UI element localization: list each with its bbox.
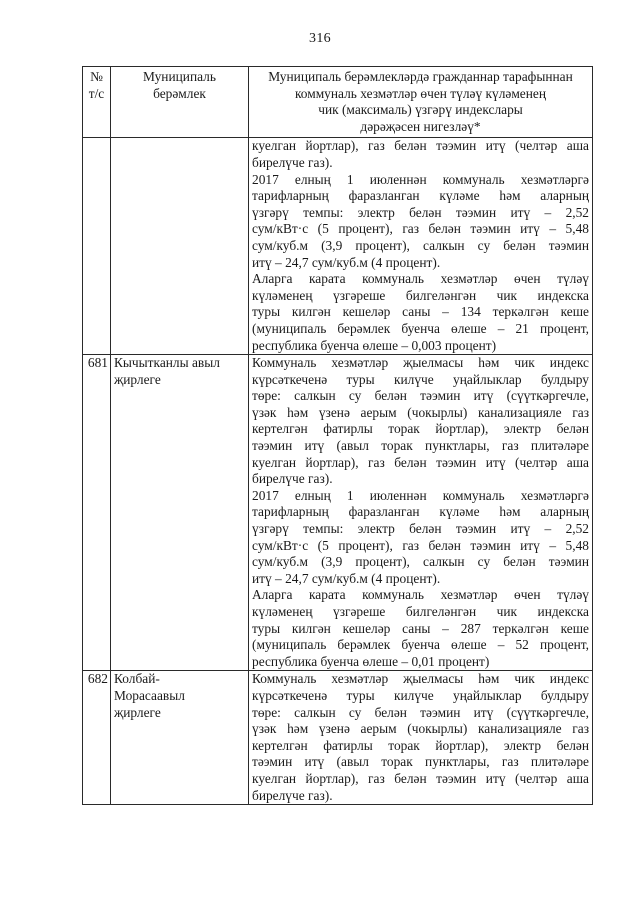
table-row (83, 355, 593, 671)
justification-line: бирелүче газ). (252, 154, 333, 170)
municipality-cell (111, 138, 249, 355)
justification-line: Коммуналь хезмәтләр җыелмасы һәм чик индекс (252, 671, 589, 687)
justification-line: сум/куб.м (3,9 процент), салкын су белән тәэмин (252, 554, 589, 570)
justification-paragraph (252, 488, 589, 588)
justification-line: сум/кВт·с (5 процент), газ белән тәэмин итү – 5,48 (252, 221, 589, 237)
justification-paragraph (252, 355, 589, 488)
justification-paragraph (252, 138, 589, 171)
justification-line: кертелгән фатирлы торак йортлар), электр белән (252, 737, 589, 753)
justification-line: бирелүче газ). (252, 471, 333, 487)
municipality-cell (111, 671, 249, 805)
justification-line: төре: салкын су белән тәэмин итү (сүүткәргечле, (252, 704, 589, 720)
header-index-line: чик (максималь) үзгәрү индекслары (318, 102, 523, 118)
justification-line: куелган йортлар), газ белән тәэмин итү (челтәр аша (252, 770, 589, 786)
justification-line: күрсәткеченә туры килүче уңайлыклар булдыру (252, 687, 589, 703)
justification-line: итү – 24,7 сум/куб.м (4 процент). (252, 570, 441, 586)
justification-line: 2017 елның 1 июленнән коммуналь хезмәтләргә (252, 487, 589, 503)
header-index-line: коммуналь хезмәтләр өчен түләү күләменең (294, 85, 547, 101)
municipality-cell (111, 355, 249, 671)
row-number-cell: 682 (83, 671, 111, 805)
tariff-index-table (82, 66, 593, 805)
justification-line: сум/кВт·с (5 процент), газ белән тәэмин итү – 5,48 (252, 537, 589, 553)
header-municipality-line: Муниципаль (143, 69, 216, 84)
table-header-row (83, 67, 593, 138)
justification-line: Аларга карата коммуналь хезмәтләр өчен түләү (252, 271, 589, 287)
justification-line: Коммуналь хезмәтләр җыелмасы һәм чик индекс (252, 355, 589, 371)
justification-line: (муниципаль берәмлек буенча өлеше – 21 процент, (252, 320, 589, 336)
justification-line: тәэмин итү (авыл торак пунктлары, газ плитәләре (252, 438, 589, 454)
table-body (83, 138, 593, 805)
municipality-name-line: җирлеге (114, 371, 161, 387)
justification-line: күләменең үзгәреше билгеләнгән чик индекска (252, 604, 589, 619)
justification-line: туры килгән кешеләр саны – 134 теркәлгән кеше (252, 304, 589, 320)
justification-line: күләменең үзгәреше билгеләнгән чик индекска (252, 287, 589, 303)
justification-line: тарифларның фаразланган күләме һәм аларның (252, 504, 589, 520)
justification-line: куелган йортлар), газ белән тәэмин итү (челтәр аша (252, 454, 589, 470)
header-municipality-line: берәмлек (153, 85, 206, 101)
justification-line: республика буенча өлеше – 0,01 процент) (252, 653, 490, 669)
justification-paragraph (252, 671, 589, 804)
justification-line: үзәк һәм үзенә аерым (чокырлы) канализацияле газ (252, 721, 589, 737)
page-number: 316 (309, 31, 331, 46)
justification-line: итү – 24,7 сум/куб.м (4 процент). (252, 254, 441, 270)
justification-line: 2017 елның 1 июленнән коммуналь хезмәтләргә (252, 171, 589, 187)
row-number-cell (83, 138, 111, 355)
municipality-name-line: Кычытканлы авыл (114, 355, 220, 371)
justification-paragraph (252, 172, 589, 272)
municipality-name-line: Морасаавыл (114, 687, 185, 703)
justification-line: Аларга карата коммуналь хезмәтләр өчен түләү (252, 587, 589, 603)
justification-line: куелган йортлар), газ белән тәэмин итү (челтәр аша (252, 138, 589, 154)
justification-line: республика буенча өлеше – 0,003 процент) (252, 337, 497, 353)
justification-line: туры килгән кешеләр саны – 287 теркәлгән кеше (252, 620, 589, 636)
header-number-line: № (90, 69, 103, 84)
justification-line: кертелгән фатирлы торак йортлар), электр белән (252, 421, 589, 437)
justification-paragraph (252, 271, 589, 354)
justification-line: бирелүче газ). (252, 787, 333, 803)
justification-line: тәэмин итү (авыл торак пунктлары, газ плитәләре (252, 754, 589, 770)
row-number-cell: 681 (83, 355, 111, 671)
justification-paragraph (252, 587, 589, 670)
justification-line: сум/куб.м (3,9 процент), салкын су белән тәэмин (252, 237, 589, 253)
index-justification-cell (249, 355, 593, 671)
table-row (83, 138, 593, 355)
justification-line: үзгәрү темпы: электр белән тәэмин итү – 2,52 (252, 204, 589, 220)
index-justification-cell (249, 138, 593, 355)
header-number-line: т/с (88, 85, 105, 101)
justification-line: үзгәрү темпы: электр белән тәэмин итү – 2,52 (252, 521, 589, 537)
justification-line: тарифларның фаразланган күләме һәм аларның (252, 188, 589, 204)
justification-line: төре: салкын су белән тәэмин итү (сүүткәргечле, (252, 388, 589, 404)
header-index-line: дәрәҗәсен нигезләү* (360, 118, 481, 134)
table-row (83, 671, 593, 805)
municipality-name-line: Колбай- (114, 671, 160, 687)
header-index-line: Муниципаль берәмлекләрдә гражданнар тарафыннан (268, 69, 573, 84)
header-number-cell (83, 67, 111, 138)
justification-line: үзәк һәм үзенә аерым (чокырлы) канализацияле газ (252, 404, 589, 420)
justification-line: күрсәткеченә туры килүче уңайлыклар булдыру (252, 371, 589, 387)
header-index-cell (249, 67, 593, 138)
header-municipality-cell (111, 67, 249, 138)
municipality-name-line: җирлеге (114, 704, 161, 720)
justification-line: (муниципаль берәмлек буенча өлеше – 52 процент, (252, 637, 589, 653)
index-justification-cell (249, 671, 593, 805)
